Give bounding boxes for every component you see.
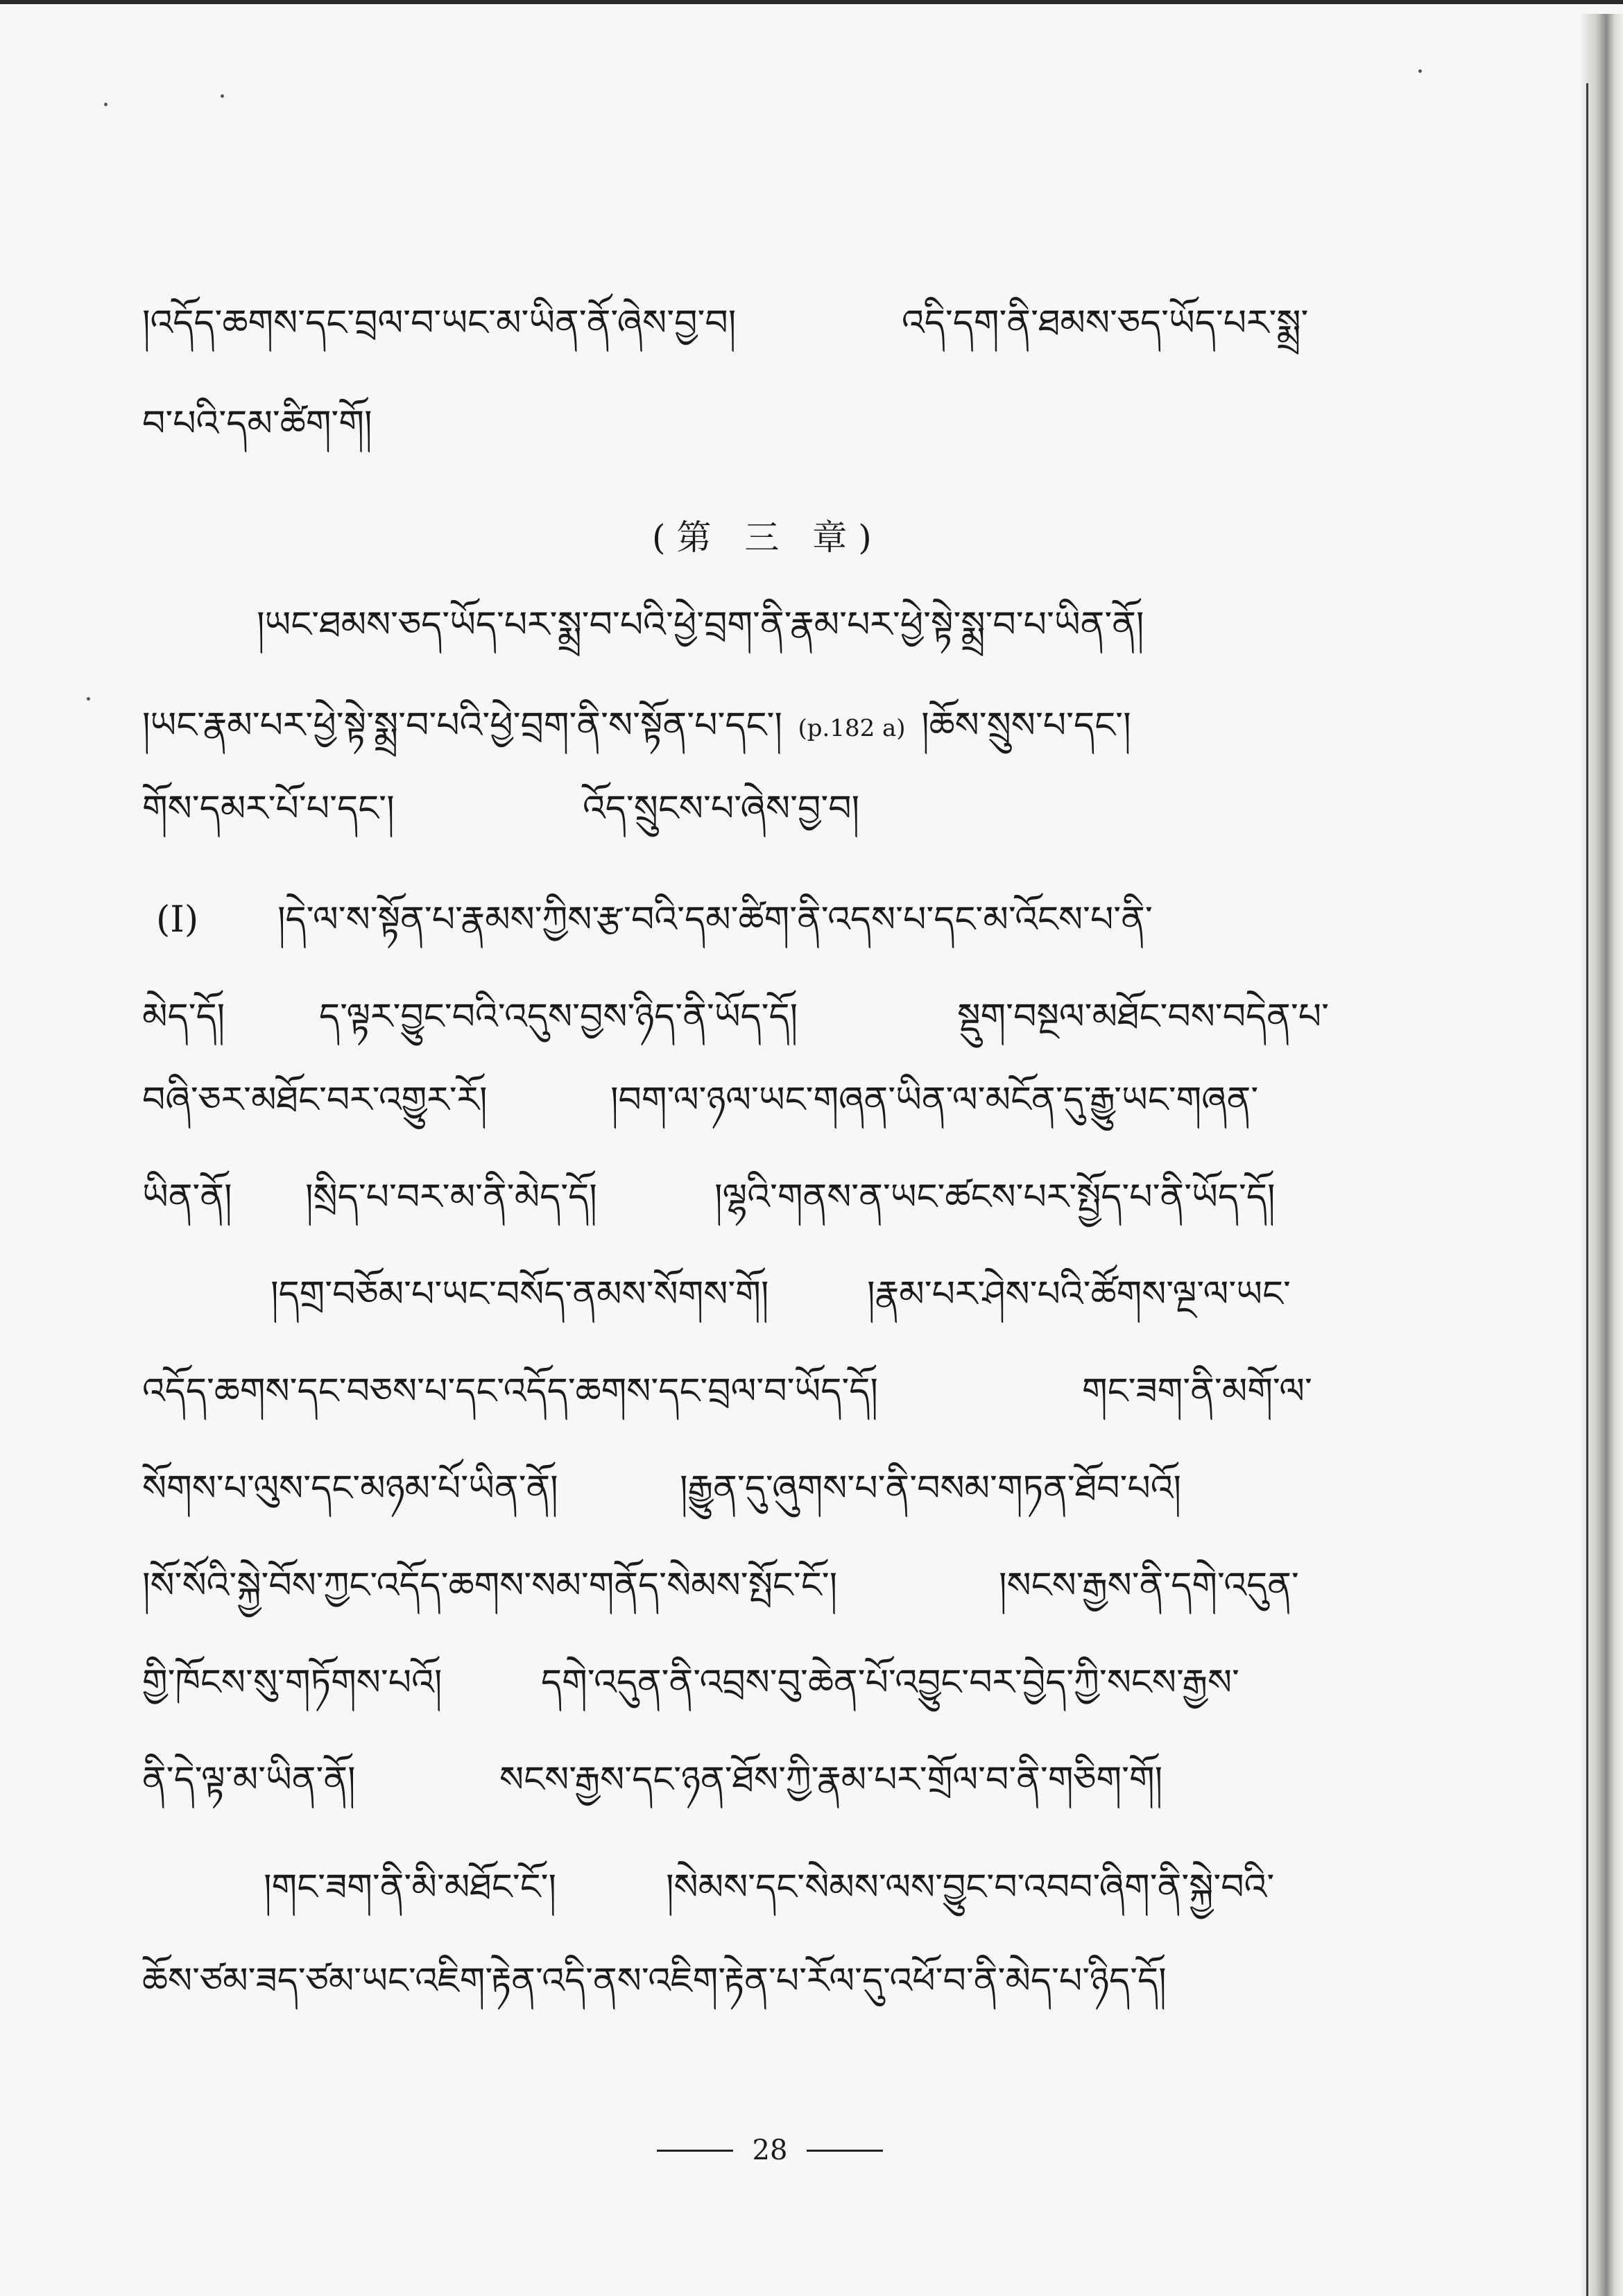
section-marker (156, 899, 199, 941)
text-segment: ཆོས་ཙམ་ཟད་ཙམ་ཡང་འཇིག་རྟེན་འདི་ནས་འཇིག་རྟེན་པ་རོལ་དུ་འཕོ་བ་ནི་མེད་པ་ཉིད་དོ། (142, 1960, 1167, 2002)
text-segment: ཡིན་ནོ། (142, 1176, 232, 1218)
footer-dash-left (657, 2150, 733, 2152)
text-segment: །རྣམ་པར་ཤེས་པའི་ཚོགས་ལྔ་ལ་ཡང་ (867, 1274, 1291, 1315)
text-segment: བ་པའི་དམ་ཚིག་གོ། (142, 403, 372, 445)
text-segment: འདོད་ཆགས་དང་བཅས་པ་དང་འདོད་ཆགས་དང་བྲལ་བ་ཡོད་དོ། (142, 1371, 878, 1412)
text-line (142, 302, 737, 344)
text-segment: བཞི་ཅར་མཐོང་བར་འགྱུར་རོ། (142, 1079, 488, 1121)
text-segment: །སེམས་དང་སེམས་ལས་བྱུང་བ་འབབ་ཞིག་ནི་སྐྱེ་བའི་ (666, 1867, 1275, 1908)
text-line (142, 1468, 558, 1509)
text-segment: །དགྲ་བཅོམ་པ་ཡང་བསོད་ནམས་སོགས་གོ། (270, 1274, 769, 1315)
text-line (541, 1662, 1239, 1704)
page-reference: (p.182 a) (798, 714, 906, 742)
text-line (142, 1759, 356, 1801)
text-line (999, 1565, 1299, 1607)
section-number: (I) (156, 899, 199, 941)
text-segment: །འདོད་ཆགས་དང་བྲལ་བ་ཡང་མ་ཡིན་ནོ་ཞེས་བྱ་བ། (142, 302, 737, 344)
text-segment: དགེ་འདུན་ནི་འབྲས་བུ་ཆེན་པོ་འབྱུང་བར་བྱེད་ཀྱི་སངས་རྒྱས་ (541, 1662, 1239, 1704)
text-segment: །སོ་སོའི་སྐྱེ་བོས་ཀྱང་འདོད་ཆགས་སམ་གནོད་སེམས་སྤོང་ངོ་། (142, 1565, 838, 1607)
text-segment: མེད་དོ། (142, 996, 225, 1038)
text-line (142, 1079, 488, 1121)
text-segment: །རྒྱུན་དུ་ཞུགས་པ་ནི་བསམ་གཏན་ཐོབ་པའོ། (680, 1468, 1182, 1509)
text-line (583, 788, 860, 830)
text-segment: །བག་ལ་ཉལ་ཡང་གཞན་ཡིན་ལ་མངོན་དུ་རྒྱུ་ཡང་གཞན་ (610, 1079, 1259, 1121)
text-segment: །ཆོས་སྲུས་པ་དང་། (921, 705, 1131, 746)
text-line (142, 788, 395, 830)
footer-dash-right (807, 2150, 883, 2152)
text-segment: འོད་སྲུངས་པ་ཞེས་བྱ་བ། (583, 788, 860, 830)
text-line (142, 705, 1131, 746)
text-segment: །སངས་རྒྱས་ནི་དགེ་འདུན་ (999, 1565, 1299, 1607)
text-segment: སྡུག་བསྔལ་མཐོང་བས་བདེན་པ་ (957, 996, 1330, 1038)
text-line (1082, 1373, 1312, 1410)
text-segment: ད་ལྟར་བྱུང་བའི་འདུས་བྱས་ཉིད་ནི་ཡོད་དོ། (319, 996, 798, 1038)
scan-binding-line (1586, 83, 1588, 2296)
text-line (270, 1274, 769, 1315)
text-line (277, 899, 1153, 941)
text-line (142, 1960, 1167, 2002)
text-line (319, 996, 798, 1038)
scan-speck (221, 94, 224, 98)
text-segment: །གང་ཟག་ནི་མི་མཐོང་ངོ་། (264, 1867, 557, 1908)
text-segment: །སྲིད་པ་བར་མ་ནི་མེད་དོ། (305, 1176, 597, 1218)
text-line (264, 1867, 557, 1908)
text-line (499, 1759, 1163, 1801)
text-line (680, 1468, 1182, 1509)
text-segment: གོས་དམར་པོ་པ་དང་། (142, 788, 395, 830)
text-segment: །ཡང་ཐམས་ཅད་ཡོད་པར་སྨྲ་བ་པའི་ཕྱེ་བྲག་ནི་རྣམ་པར་ཕྱེ་སྟེ་སྨྲ་བ་པ་ཡིན་ནོ། (257, 604, 1144, 646)
chapter-heading: (第 三 章) (652, 517, 883, 558)
text-line (142, 403, 372, 445)
text-segment: ནི་དེ་ལྟ་མ་ཡིན་ནོ། (142, 1759, 356, 1801)
text-line (142, 996, 225, 1038)
text-line (666, 1867, 1275, 1908)
text-line (142, 1565, 838, 1607)
text-segment: སོགས་པ་ལུས་དང་མཉམ་པོ་ཡིན་ནོ། (142, 1468, 558, 1509)
text-segment: །ལྷའི་གནས་ན་ཡང་ཚངས་པར་སྤྱོད་པ་ནི་ཡོད་དོ། (714, 1176, 1276, 1218)
text-line (957, 996, 1330, 1038)
scan-speck (104, 103, 108, 106)
text-line (142, 1176, 232, 1218)
page-number: 28 (752, 2134, 788, 2166)
top-border-line (0, 0, 1623, 4)
text-line (142, 1373, 878, 1410)
page-footer (624, 2130, 916, 2171)
text-segment: གང་ཟག་ནི་མགོ་ལ་ (1082, 1371, 1312, 1412)
scan-speck (1418, 69, 1422, 73)
text-segment: །དེ་ལ་ས་སྟོན་པ་རྣམས་ཀྱིས་རྩ་བའི་དམ་ཚིག་ནི་འདས་པ་དང་མ་འོངས་པ་ནི་ (277, 899, 1153, 941)
text-line (257, 604, 1144, 646)
text-segment: སངས་རྒྱས་དང་ཉན་ཐོས་ཀྱི་རྣམ་པར་གྲོལ་བ་ནི་གཅིག་གོ། (499, 1759, 1163, 1801)
text-line (867, 1274, 1291, 1315)
text-line (902, 302, 1309, 344)
text-segment: འདི་དག་ནི་ཐམས་ཅད་ཡོད་པར་སྨྲ་ (902, 302, 1309, 344)
text-line (610, 1079, 1259, 1121)
text-segment: གྱི་ཁོངས་སུ་གཏོགས་པའོ། (142, 1662, 443, 1704)
text-line (305, 1176, 597, 1218)
scan-speck (87, 697, 90, 701)
text-line (714, 1176, 1276, 1218)
text-segment: །ཡང་རྣམ་པར་ཕྱེ་སྟེ་སྨྲ་བ་པའི་ཕྱེ་བྲག་ནི་ས་སྟོན་པ་དང་། (142, 705, 782, 746)
text-line (142, 1662, 443, 1704)
